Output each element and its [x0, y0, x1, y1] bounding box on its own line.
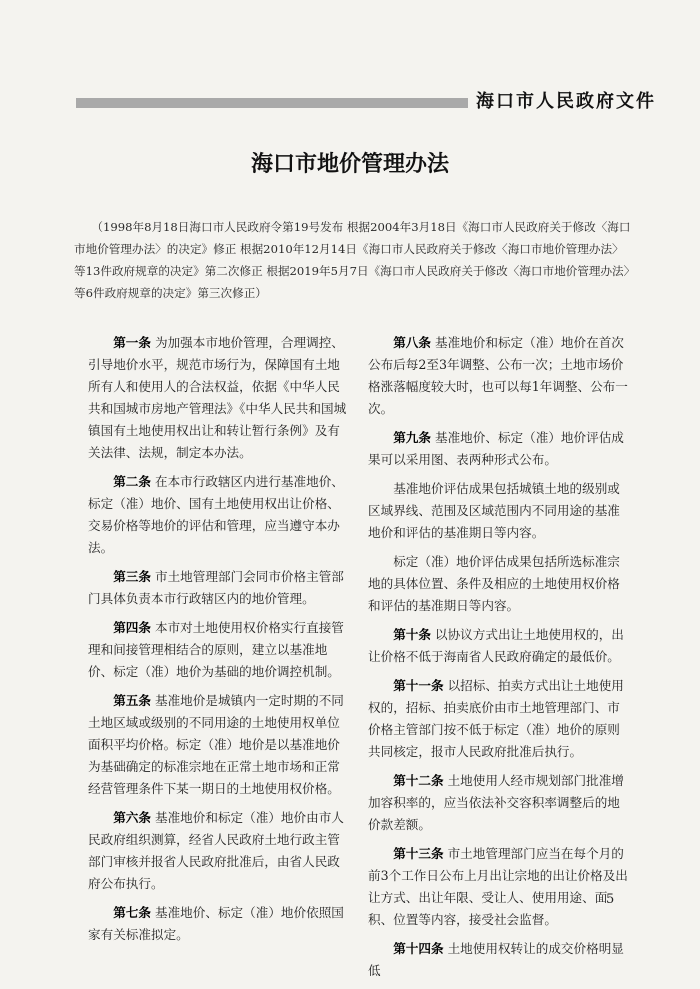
article-text: 土地使用权转让的成交价格明显低	[368, 941, 624, 978]
article-13	[368, 843, 630, 931]
article-10	[368, 624, 630, 668]
article-7	[88, 902, 348, 946]
article-text: 以招标、拍卖方式出让土地使用权的，招标、拍卖底价由市土地管理部门、市价格主管部门按不低于标定（准）地价的原则共同核定，报市人民政府批准后执行。	[368, 678, 624, 759]
article-3	[88, 566, 348, 610]
article-text: 基准地价、标定（准）地价依照国家有关标准拟定。	[88, 905, 344, 942]
article-label: 第九条	[393, 430, 431, 445]
section-title: 海口市人民政府文件	[476, 91, 656, 112]
article-label: 第五条	[113, 693, 151, 708]
article-text: 基准地价和标定（准）地价由市人民政府组织测算，经省人民政府土地行政主管部门审核并报省人民政府批准后，由省人民政府公布执行。	[88, 810, 344, 891]
article-8	[368, 332, 630, 420]
revision-note: （1998年8月18日海口市人民政府令第19号发布 根据2004年3月18日《海口市人民政府关于修改〈海口市地价管理办法〉的决定》修正 根据2010年12月14日《海口市人民政府关于修改〈海口市地价管理办法〉等13件政府规章的决定》第二次修正 根据2019年5月7日《海口市人民政府关于修改〈海口市地价管理办法〉等6件政府规章的决定》第三次修正）	[74, 220, 631, 300]
article-text: 土地使用人经市规划部门批准增加容积率的，应当依法补交容积率调整后的地价款差额。	[368, 773, 624, 832]
article-label: 第十一条	[393, 678, 444, 693]
article-4	[88, 617, 348, 683]
article-label: 第十四条	[393, 941, 444, 956]
article-label: 第二条	[113, 474, 151, 489]
article-text: 在本市行政辖区内进行基准地价、标定（准）地价、国有土地使用权出让价格、交易价格等地价的评估和管理，应当遵守本办法。	[88, 474, 344, 555]
article-6	[88, 807, 348, 895]
article-text: 基准地价、标定（准）地价评估成果可以采用图、表两种形式公布。	[368, 430, 624, 467]
article-label: 第四条	[113, 620, 151, 635]
article-9-para-3	[368, 551, 630, 617]
article-text: 标定（准）地价评估成果包括所选标准宗地的具体位置、条件及相应的土地使用权价格和评估的基准期日等内容。	[368, 554, 620, 613]
article-text: 为加强本市地价管理，合理调控、引导地价水平，规范市场行为，保障国有土地所有人和使用人的合法权益，依据《中华人民共和国城市房地产管理法》《中华人民共和国城镇国有土地使用权出让和转让暂行条例》及有关法律、法规，制定本办法。	[88, 335, 347, 460]
article-9-para-2	[368, 478, 630, 544]
article-text: 基准地价是城镇内一定时期的不同土地区域或级别的不同用途的土地使用权单位面积平均价格。标定（准）地价是以基准地价为基础确定的标准宗地在正常土地市场和正常经营管理条件下某一期日的土地使用权价格。	[88, 693, 344, 796]
article-text: 市土地管理部门应当在每个月的前3个工作日公布上月出让宗地的出让价格及出让方式、出让年限、受让人、使用用途、面积、位置等内容，接受社会监督。	[368, 846, 628, 927]
header-rule	[76, 98, 468, 108]
article-2	[88, 471, 348, 559]
article-label: 第一条	[113, 335, 151, 350]
article-11	[368, 675, 630, 763]
article-5	[88, 690, 348, 800]
article-label: 第十条	[393, 627, 431, 642]
article-label: 第七条	[113, 905, 151, 920]
article-text: 基准地价和标定（准）地价在首次公布后每2至3年调整、公布一次；土地市场价格涨落幅度较大时，也可以每1年调整、公布一次。	[368, 335, 628, 416]
article-text: 以协议方式出让土地使用权的，出让价格不低于海南省人民政府确定的最低价。	[368, 627, 624, 664]
article-text: 市土地管理部门会同市价格主管部门具体负责本市行政辖区内的地价管理。	[88, 569, 344, 606]
article-9	[368, 427, 630, 471]
right-column	[368, 332, 630, 989]
article-label: 第三条	[113, 569, 151, 584]
article-label: 第十三条	[393, 846, 444, 861]
left-column	[88, 332, 348, 953]
article-14	[368, 938, 630, 982]
page-number: 5	[606, 892, 615, 907]
article-text: 基准地价评估成果包括城镇土地的级别或区域界线、范围及区域范围内不同用途的基准地价和评估的基准期日等内容。	[368, 481, 620, 540]
article-1	[88, 332, 348, 464]
article-label: 第十二条	[393, 773, 444, 788]
article-label: 第八条	[393, 335, 431, 350]
article-label: 第六条	[113, 810, 151, 825]
document-title: 海口市地价管理办法	[250, 152, 449, 177]
article-12	[368, 770, 630, 836]
article-text: 本市对土地使用权价格实行直接管理和间接管理相结合的原则，建立以基准地价、标定（准）地价为基础的地价调控机制。	[88, 620, 344, 679]
